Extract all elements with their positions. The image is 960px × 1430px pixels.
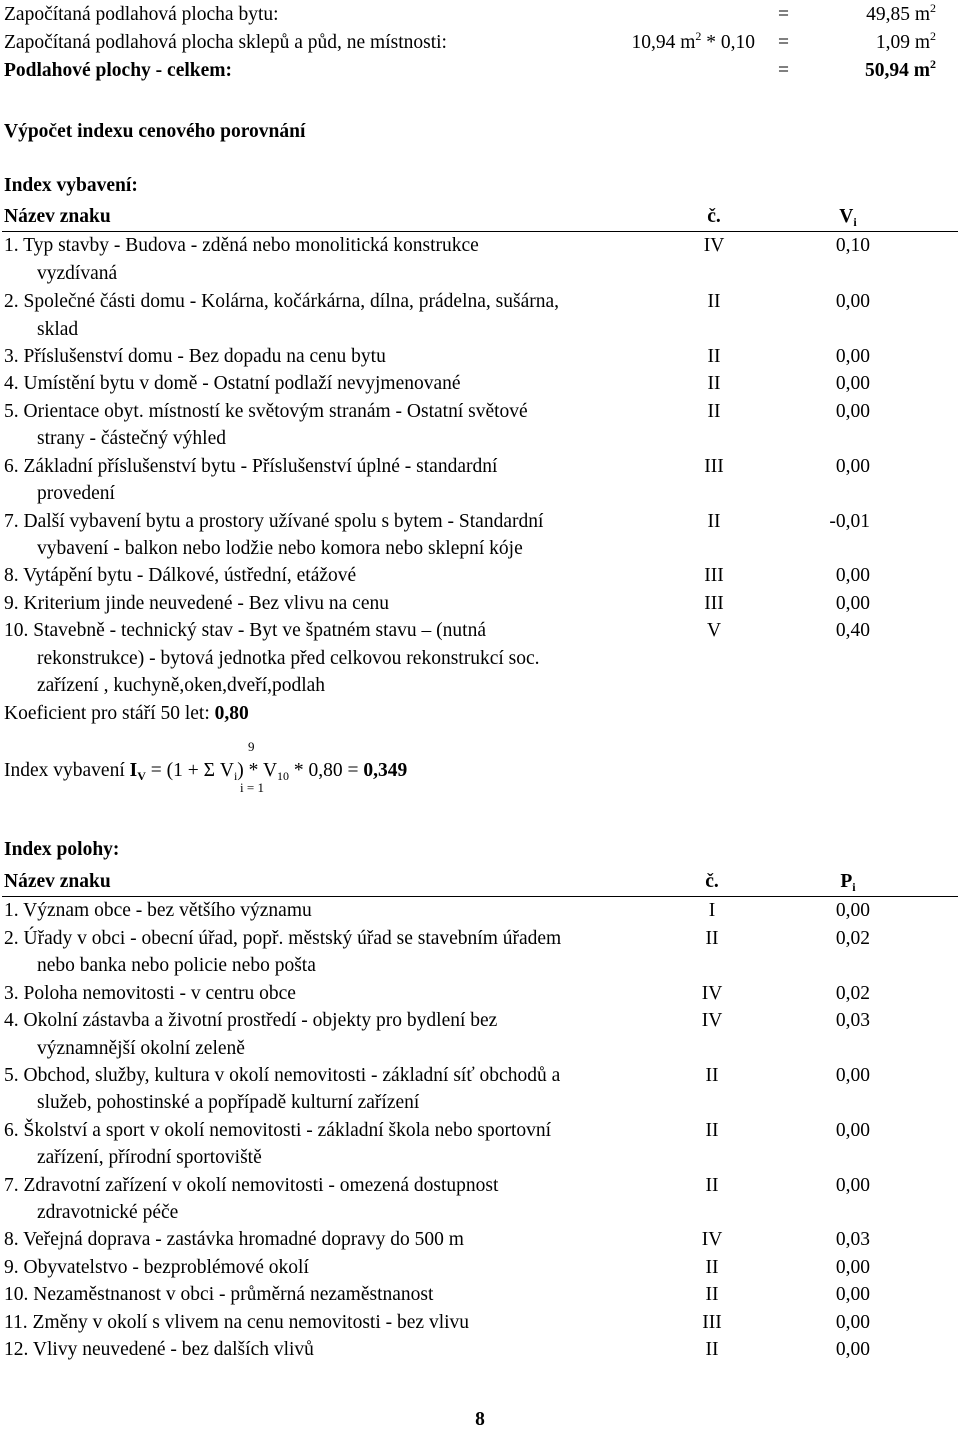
vybaveni-row-7-text-cont: vybavení - balkon nebo lodžie nebo komora nebo sklepní kóje <box>37 538 523 559</box>
polohy-row-2-v: 0,02 <box>835 928 870 949</box>
polohy-row-9-text: 9. Obyvatelstvo - bezproblémové okolí <box>4 1257 309 1278</box>
vybaveni-row-10-c: V <box>706 620 722 641</box>
sum-upper-limit: 9 <box>248 739 255 754</box>
vybaveni-row-1-text: 1. Typ stavby - Budova - zděná nebo monolitická konstrukce <box>4 235 479 256</box>
polohy-row-1-v: 0,00 <box>835 900 870 921</box>
polohy-row-8-v: 0,03 <box>835 1229 870 1250</box>
vybaveni-title: Index vybavení: <box>4 175 138 196</box>
polohy-row-1-text: 1. Význam obce - bez většího významu <box>4 900 312 921</box>
polohy-header-p: $P_i$ <box>840 871 856 894</box>
polohy-row-12-v: 0,00 <box>835 1339 870 1360</box>
polohy-row-3-c: IV <box>701 983 723 1004</box>
area-label-1: Započítaná podlahová plocha bytu: <box>4 4 279 25</box>
vybaveni-row-8-v: 0,00 <box>835 565 870 586</box>
polohy-row-4-text-cont: významnější okolní zeleně <box>37 1038 245 1059</box>
vybaveni-header-c: č. <box>707 206 721 227</box>
polohy-row-5-text-cont: služeb, pohostinské a popřípadě kulturní zařízení <box>37 1092 420 1113</box>
vybaveni-header-v: $V_i$ <box>839 206 857 229</box>
vybaveni-row-9-v: 0,00 <box>835 593 870 614</box>
vybaveni-row-1-text-cont: vyzdívaná <box>37 263 118 284</box>
vybaveni-row-10-text-cont: rekonstrukce) - bytová jednotka před celkovou rekonstrukcí soc. <box>37 648 540 669</box>
area-total-value: 50,94 $m^2$ <box>865 57 936 81</box>
polohy-row-6-text: 6. Školství a sport v okolí nemovitosti - základní škola nebo sportovní <box>4 1120 552 1141</box>
vybaveni-row-7-v: -0,01 <box>829 511 870 532</box>
vybaveni-header-rule <box>2 231 958 232</box>
polohy-row-7-v: 0,00 <box>835 1175 870 1196</box>
polohy-row-9-v: 0,00 <box>835 1257 870 1278</box>
vybaveni-row-5-text: 5. Orientace obyt. místností ke světovým stranám - Ostatní světové <box>4 401 528 422</box>
area-value-2: 1,09 $m^2$ <box>875 29 936 53</box>
vybaveni-row-4-v: 0,00 <box>835 373 870 394</box>
polohy-row-7-text: 7. Zdravotní zařízení v okolí nemovitosti - omezená dostupnost <box>4 1175 499 1196</box>
polohy-row-5-c: II <box>705 1065 719 1086</box>
sum-lower-limit: i = 1 <box>240 780 264 795</box>
vybaveni-row-6-text-cont: provedení <box>37 483 115 504</box>
polohy-row-5-v: 0,00 <box>835 1065 870 1086</box>
polohy-row-4-c: IV <box>701 1010 723 1031</box>
vybaveni-row-10-text-cont2: zařízení , kuchyně,oken,dveří,podlah <box>37 675 326 696</box>
vybaveni-row-7-text: 7. Další vybavení bytu a prostory užívané spolu s bytem - Standardní <box>4 511 544 532</box>
vybaveni-row-8-c: III <box>704 565 724 586</box>
polohy-row-11-c: III <box>702 1312 722 1333</box>
polohy-row-9-c: II <box>705 1257 719 1278</box>
section-title: Výpočet indexu cenového porovnání <box>4 121 306 142</box>
polohy-row-7-c: II <box>705 1175 719 1196</box>
polohy-row-2-text-cont: nebo banka nebo policie nebo pošta <box>37 955 316 976</box>
vybaveni-row-10-v: 0,40 <box>835 620 870 641</box>
polohy-row-6-c: II <box>705 1120 719 1141</box>
vybaveni-row-3-c: II <box>707 346 721 367</box>
polohy-header-c: č. <box>705 871 719 892</box>
polohy-row-7-text-cont: zdravotnické péče <box>37 1202 179 1223</box>
vybaveni-row-6-v: 0,00 <box>835 456 870 477</box>
polohy-row-8-text: 8. Veřejná doprava - zastávka hromadné dopravy do 500 m <box>4 1229 464 1250</box>
vybaveni-row-2-text-cont: sklad <box>37 319 79 340</box>
vybaveni-row-6-c: III <box>704 456 724 477</box>
vybaveni-row-9-c: III <box>704 593 724 614</box>
polohy-row-12-c: II <box>705 1339 719 1360</box>
area-eq-2: = <box>778 32 789 53</box>
polohy-title: Index polohy: <box>4 839 120 860</box>
polohy-header-name: Název znaku <box>4 871 111 892</box>
vybaveni-row-8-text: 8. Vytápění bytu - Dálkové, ústřední, etážové <box>4 565 357 586</box>
polohy-header-rule <box>2 896 958 897</box>
vybaveni-row-2-c: II <box>707 291 721 312</box>
polohy-row-2-text: 2. Úřady v obci - obecní úřad, popř. městský úřad se stavebním úřadem <box>4 928 562 949</box>
polohy-row-12-text: 12. Vlivy neuvedené - bez dalších vlivů <box>4 1339 314 1360</box>
vybaveni-row-3-v: 0,00 <box>835 346 870 367</box>
polohy-row-6-v: 0,00 <box>835 1120 870 1141</box>
polohy-row-3-text: 3. Poloha nemovitosti - v centru obce <box>4 983 296 1004</box>
polohy-row-5-text: 5. Obchod, služby, kultura v okolí nemovitosti - základní síť obchodů a <box>4 1065 561 1086</box>
polohy-row-10-c: II <box>705 1284 719 1305</box>
vybaveni-row-1-c: IV <box>703 235 725 256</box>
vybaveni-row-3-text: 3. Příslušenství domu - Bez dopadu na cenu bytu <box>4 346 386 367</box>
vybaveni-row-5-c: II <box>707 401 721 422</box>
vybaveni-row-4-c: II <box>707 373 721 394</box>
polohy-row-11-text: 11. Změny v okolí s vlivem na cenu nemovitosti - bez vlivu <box>4 1312 470 1333</box>
polohy-row-2-c: II <box>705 928 719 949</box>
polohy-row-11-v: 0,00 <box>835 1312 870 1333</box>
polohy-row-6-text-cont: zařízení, přírodní sportoviště <box>37 1147 262 1168</box>
polohy-row-10-text: 10. Nezaměstnanost v obci - průměrná nezaměstnanost <box>4 1284 434 1305</box>
area-label-2: Započítaná podlahová plocha sklepů a půd, ne místnosti: <box>4 32 447 53</box>
vybaveni-row-2-text: 2. Společné části domu - Kolárna, kočárkárna, dílna, prádelna, sušárna, <box>4 291 560 312</box>
polohy-row-4-text: 4. Okolní zástavba a životní prostředí - objekty pro bydlení bez <box>4 1010 498 1031</box>
vybaveni-row-7-c: II <box>707 511 721 532</box>
polohy-row-1-c: I <box>708 900 716 921</box>
area-total-label: Podlahové plochy - celkem: <box>4 60 233 81</box>
polohy-row-8-c: IV <box>701 1229 723 1250</box>
polohy-row-4-v: 0,03 <box>835 1010 870 1031</box>
index-vybaveni-formula: Index vybavení $I_V = (1 + \Sigma$ $V_i) * V_{10} * 0,80 = 0,349$ <box>4 760 408 783</box>
vybaveni-row-2-v: 0,00 <box>835 291 870 312</box>
vybaveni-row-5-v: 0,00 <box>835 401 870 422</box>
page-number: 8 <box>475 1409 485 1430</box>
area-eq-1: = <box>778 4 789 25</box>
vybaveni-header-name: Název znaku <box>4 206 111 227</box>
area-value-1: 49,85 $m^2$ <box>866 1 936 25</box>
polohy-row-3-v: 0,02 <box>835 983 870 1004</box>
area-eq-3: = <box>778 60 789 81</box>
vybaveni-row-10-text: 10. Stavebně - technický stav - Byt ve špatném stavu – (nutná <box>4 620 486 641</box>
vybaveni-row-1-v: 0,10 <box>835 235 870 256</box>
area-calc-2: 10,94 $m^2 * 0,10$ <box>631 29 755 53</box>
polohy-row-10-v: 0,00 <box>835 1284 870 1305</box>
age-coefficient: Koeficient pro stáří 50 let: 0,80 <box>4 703 249 724</box>
vybaveni-row-6-text: 6. Základní příslušenství bytu - Příslušenství úplné - standardní <box>4 456 498 477</box>
vybaveni-row-5-text-cont: strany - částečný výhled <box>37 428 226 449</box>
vybaveni-row-4-text: 4. Umístění bytu v domě - Ostatní podlaží nevyjmenované <box>4 373 461 394</box>
vybaveni-row-9-text: 9. Kriterium jinde neuvedené - Bez vlivu na cenu <box>4 593 389 614</box>
